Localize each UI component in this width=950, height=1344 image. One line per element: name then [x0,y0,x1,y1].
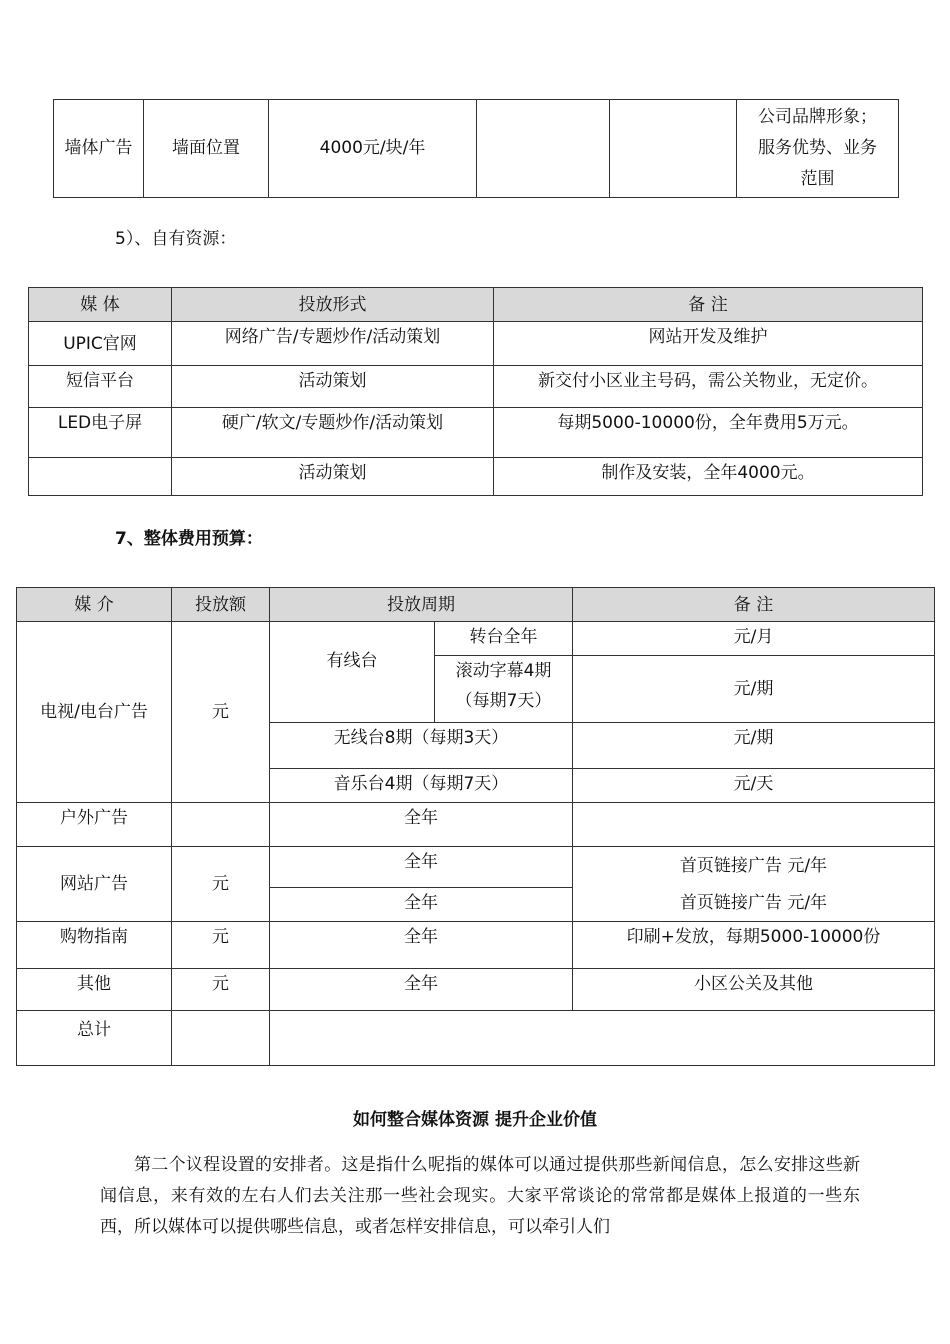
media-cell: 户外广告 [17,803,172,847]
note-cell: 印刷+发放，每期5000-10000份 [573,922,935,969]
table-row [17,622,935,656]
note-cell [737,100,899,198]
media-cell: UPIC官网 [29,322,172,366]
note-cell: 元/天 [573,769,935,803]
note-cell: 新交付小区业主号码，需公关物业，无定价。 [494,366,923,408]
media-cell: LED电子屏 [29,408,172,458]
table-row [17,922,935,969]
form-cell: 硬广/软文/专题炒作/活动策划 [172,408,494,458]
table-row [29,322,923,366]
section-heading-budget: 7、整体费用预算： [115,529,263,549]
note-cell: 制作及安装，全年4000元。 [494,458,923,496]
note-line: 服务优势、业务 [758,138,877,158]
period-cell [435,656,573,723]
period-line: （每期7天） [455,691,552,711]
note-line: 范围 [800,169,835,189]
period-cell: 全年 [270,969,573,1011]
period-cell: 全年 [270,922,573,969]
media-cell: 短信平台 [29,366,172,408]
period-cell: 无线台8期（每期3天） [270,723,573,769]
table-header-row [17,588,935,622]
period-cell: 转台全年 [435,622,573,656]
amount-cell: 元 [172,922,270,969]
empty-cell [477,100,610,198]
note-cell: 元/期 [573,656,935,723]
period-line: 滚动字幕4期 [455,661,552,681]
note-cell: 元/期 [573,723,935,769]
table-row [29,408,923,458]
period-cell: 全年 [270,887,573,921]
period-cell: 全年 [270,803,573,847]
column-header: 媒 介 [17,588,172,622]
table-row [17,1011,935,1066]
media-cell: 电视/电台广告 [17,622,172,803]
column-header: 投放形式 [172,288,494,322]
column-header: 投放周期 [270,588,573,622]
empty-cell [610,100,737,198]
note-cell [573,803,935,847]
table-row [17,969,935,1011]
note-cell: 小区公关及其他 [573,969,935,1011]
period-cell: 音乐台4期（每期7天） [270,769,573,803]
budget-table [16,587,935,1066]
note-line: 公司品牌形象； [758,107,877,127]
amount-cell: 元 [172,847,270,922]
form-cell: 网络广告/专题炒作/活动策划 [172,322,494,366]
article-title: 如何整合媒体资源 提升企业价值 [353,1110,597,1130]
table-row [54,100,899,198]
table-row [17,803,935,847]
form-cell: 活动策划 [172,458,494,496]
media-cell [29,458,172,496]
section-heading-own-resources: 5）、自有资源： [115,229,237,249]
column-header: 备 注 [494,288,923,322]
media-cell: 总计 [17,1011,172,1066]
period-cell: 全年 [270,847,573,888]
amount-cell [172,1011,270,1066]
media-cell: 其他 [17,969,172,1011]
amount-cell: 元 [172,622,270,803]
table-row [29,366,923,408]
column-header: 备 注 [573,588,935,622]
amount-cell [172,803,270,847]
own-resources-table [28,287,923,496]
media-cell: 网站广告 [17,847,172,922]
price-cell: 4000元/块/年 [269,100,477,198]
cable-label-cell: 有线台 [270,622,435,723]
amount-cell: 元 [172,969,270,1011]
table-row [29,458,923,496]
column-header: 媒 体 [29,288,172,322]
note-cell: 元/月 [573,622,935,656]
position-cell: 墙面位置 [144,100,269,198]
period-cell [270,1011,935,1066]
table-row [17,847,935,888]
note-cell [573,847,935,922]
note-line: 首页链接广告 元/年 [679,856,828,876]
note-line: 首页链接广告 元/年 [679,893,828,913]
note-cell: 网站开发及维护 [494,322,923,366]
form-cell: 活动策划 [172,366,494,408]
media-cell: 墙体广告 [54,100,144,198]
table-header-row [29,288,923,322]
wall-ad-table [53,99,899,198]
media-cell: 购物指南 [17,922,172,969]
article-body: 第二个议程设置的安排者。这是指什么呢指的媒体可以通过提供那些新闻信息，怎么安排这些新闻信息，来有效的左右人们去关注那一些社会现实。大家平常谈论的常常都是媒体上报道的一些东西，所以媒体可以提供哪些信息，或者怎样安排信息，可以牵引人们 [100,1155,860,1237]
note-cell: 每期5000-10000份，全年费用5万元。 [494,408,923,458]
column-header: 投放额 [172,588,270,622]
